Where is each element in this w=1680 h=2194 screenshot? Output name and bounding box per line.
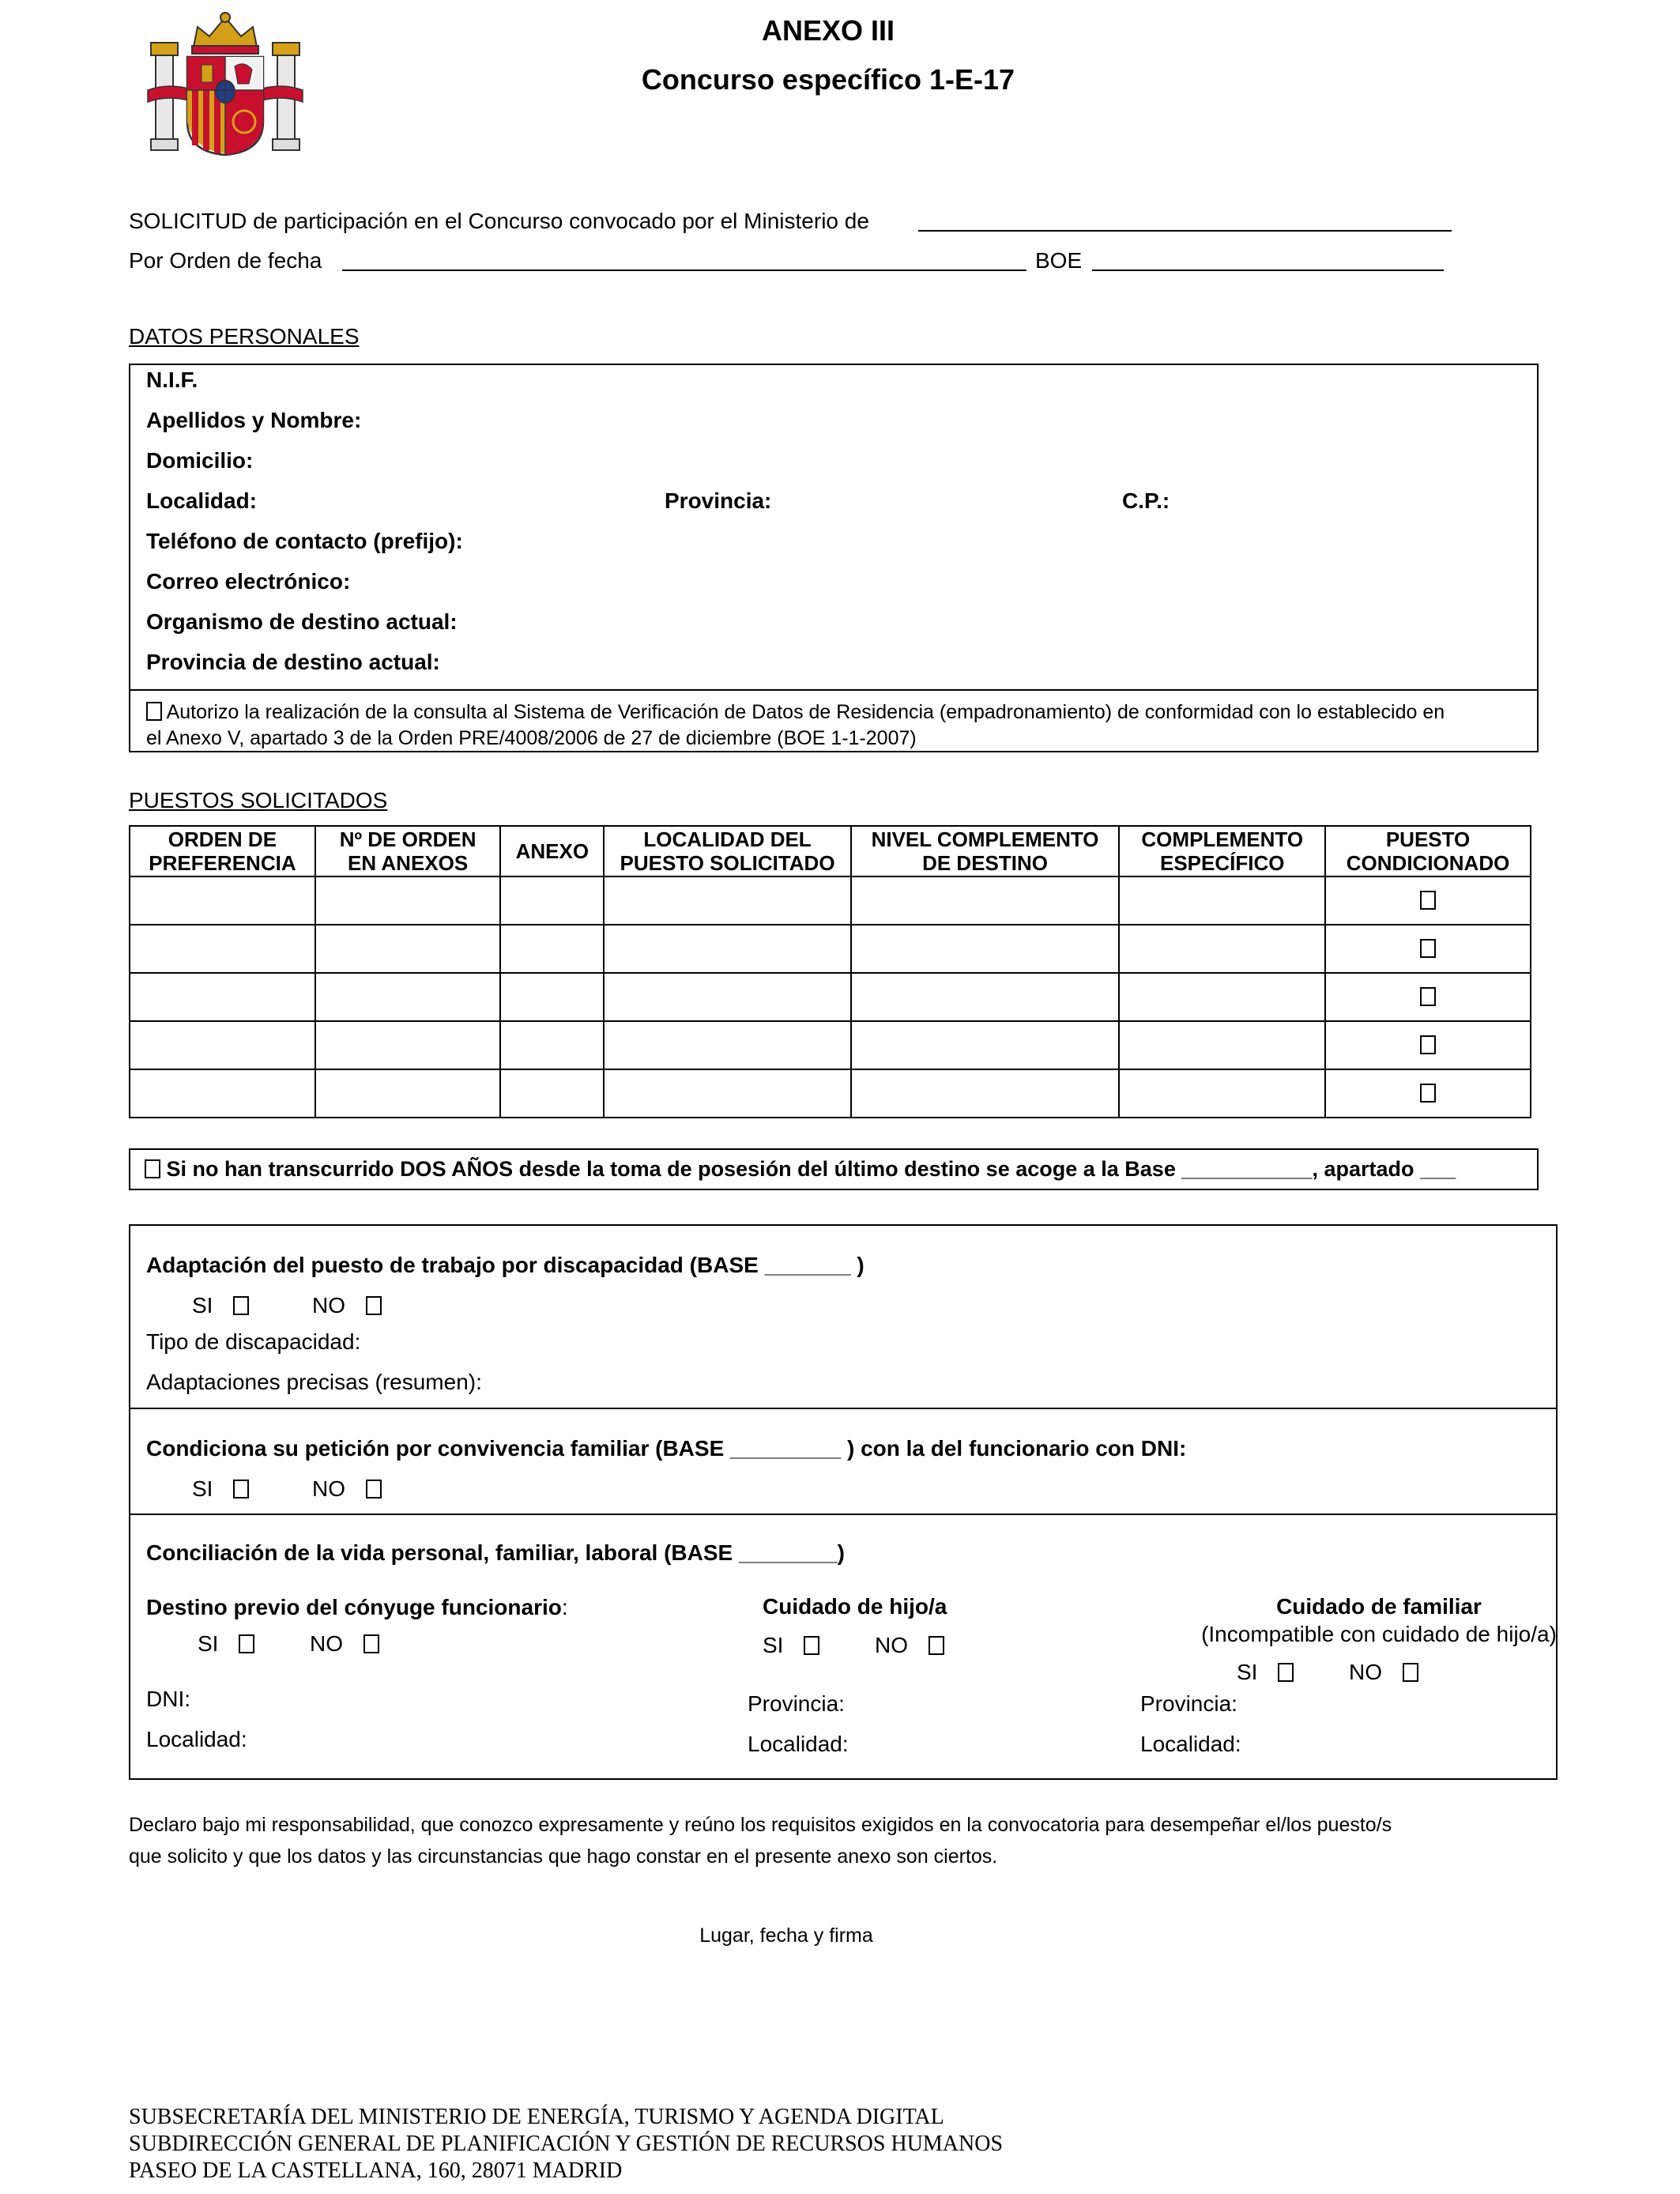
cell-input[interactable] <box>500 1021 604 1069</box>
boe-blank[interactable] <box>1092 270 1444 271</box>
familiar-si-checkbox[interactable] <box>1278 1663 1294 1682</box>
familiar-note: (Incompatible con cuidado de hijo/a) <box>1201 1622 1557 1646</box>
cell-input[interactable] <box>604 1021 850 1069</box>
lugar-fecha-firma: Lugar, fecha y firma <box>699 1924 873 1947</box>
telefono-label: Teléfono de contacto (prefijo): <box>146 529 463 553</box>
cell-input[interactable] <box>130 973 315 1021</box>
hijo-provincia-label: Provincia: <box>748 1691 845 1716</box>
conyuge-dni-label: DNI: <box>146 1687 190 1711</box>
divider-2 <box>130 1514 1556 1515</box>
cell-input[interactable] <box>604 1069 850 1118</box>
cell-input[interactable] <box>1119 973 1325 1021</box>
orden-fecha-blank[interactable] <box>342 270 1026 271</box>
conyuge-no-checkbox[interactable] <box>363 1634 379 1653</box>
autorizo-text-1: Autorizo la realización de la consulta al Sistema de Verificación de Datos de Residencia (empadronamiento) de conformidad con lo establecido en <box>166 701 1445 723</box>
convivencia-no-checkbox[interactable] <box>366 1480 382 1498</box>
col-anexo: ANEXO <box>500 826 604 876</box>
puestos-header-row <box>130 826 1531 876</box>
annex-title: ANEXO III <box>761 14 895 47</box>
col-numero-orden: Nº DE ORDEN EN ANEXOS <box>315 826 501 876</box>
cell-input[interactable] <box>500 925 604 973</box>
footer-line-1: SUBSECRETARÍA DEL MINISTERIO DE ENERGÍA, TURISMO Y AGENDA DIGITAL <box>129 2105 944 2129</box>
familiar-title: Cuidado de familiar <box>1276 1594 1482 1619</box>
cell-input[interactable] <box>130 1021 315 1069</box>
request-text-ministerio: SOLICITUD de participación en el Concurso convocado por el Ministerio de <box>129 209 869 233</box>
familiar-localidad-label: Localidad: <box>1140 1732 1241 1756</box>
cell-input[interactable] <box>130 1069 315 1118</box>
conyuge-title-text: Destino previo del cónyuge funcionario <box>146 1595 562 1619</box>
organismo-label: Organismo de destino actual: <box>146 609 458 634</box>
conyuge-localidad-label: Localidad: <box>146 1727 247 1751</box>
dos-anos-line <box>145 1157 1456 1182</box>
declaracion-line-2: que solicito y que los datos y las circunstancias que hago constar en el presente anexo son ciertos. <box>129 1845 998 1868</box>
conyuge-no-label: NO <box>310 1631 344 1656</box>
discapacidad-title: Adaptación del puesto de trabajo por discapacidad (BASE _______ ) <box>146 1253 864 1277</box>
autorizo-line-1 <box>146 699 1445 726</box>
discapacidad-no-label: NO <box>312 1293 346 1318</box>
localidad-label: Localidad: <box>146 488 258 513</box>
col-complemento-especifico: COMPLEMENTO ESPECÍFICO <box>1119 826 1325 876</box>
familiar-no-label: NO <box>1349 1660 1383 1684</box>
hijo-localidad-label: Localidad: <box>748 1732 849 1756</box>
cell-input[interactable] <box>1119 876 1325 925</box>
condicionado-cell <box>1325 973 1531 1021</box>
hijo-si-label: SI <box>763 1633 784 1657</box>
conciliacion-title: Conciliación de la vida personal, familiar, laboral (BASE ________) <box>146 1540 845 1565</box>
cell-input[interactable] <box>1119 1021 1325 1069</box>
cell-input[interactable] <box>1119 925 1325 973</box>
convivencia-no-label: NO <box>312 1476 346 1501</box>
request-orden-label: Por Orden de fecha <box>129 248 322 273</box>
familiar-no-checkbox[interactable] <box>1403 1663 1418 1682</box>
cell-input[interactable] <box>851 1069 1120 1118</box>
table-row <box>130 1021 1531 1069</box>
discapacidad-no-checkbox[interactable] <box>366 1296 382 1315</box>
conyuge-si-checkbox[interactable] <box>239 1634 254 1653</box>
cp-label: C.P.: <box>1122 488 1170 513</box>
cell-input[interactable] <box>500 1069 604 1118</box>
condicionado-checkbox[interactable] <box>1420 939 1436 958</box>
discapacidad-si-no <box>192 1292 382 1319</box>
autorizo-text-2: el Anexo V, apartado 3 de la Orden PRE/4008/2006 de 27 de diciembre (BOE 1-1-2007) <box>146 727 917 749</box>
dos-anos-emph: DOS AÑOS <box>400 1157 514 1181</box>
table-row <box>130 876 1531 925</box>
apellidos-label: Apellidos y Nombre: <box>146 408 362 432</box>
dos-anos-prefix: Si no han transcurrido <box>166 1157 401 1181</box>
request-line-1 <box>129 208 869 235</box>
tipo-discapacidad-label: Tipo de discapacidad: <box>146 1329 361 1354</box>
condicionado-cell <box>1325 1021 1531 1069</box>
table-row <box>130 1069 1531 1118</box>
col-nivel-complemento: NIVEL COMPLEMENTO DE DESTINO <box>851 826 1120 876</box>
convivencia-title: Condiciona su petición por convivencia familiar (BASE _________ ) con la del funcionario con DNI: <box>146 1436 1187 1461</box>
cell-input[interactable] <box>604 973 850 1021</box>
divider-1 <box>130 1408 1556 1409</box>
nif-label: N.I.F. <box>146 368 198 392</box>
personal-section-title: DATOS PERSONALES <box>129 324 360 349</box>
familiar-si-label: SI <box>1237 1660 1258 1684</box>
hijo-si-no <box>763 1632 944 1659</box>
cell-input[interactable] <box>500 973 604 1021</box>
convivencia-si-checkbox[interactable] <box>233 1480 249 1498</box>
cell-input[interactable] <box>315 876 501 925</box>
cell-input[interactable] <box>130 925 315 973</box>
condicionado-cell <box>1325 1069 1531 1118</box>
declaracion-line-1: Declaro bajo mi responsabilidad, que conozco expresamente y reúno los requisitos exigidos en la convocatoria para desempeñar el/los puesto/s <box>129 1814 1392 1836</box>
condicionado-checkbox[interactable] <box>1420 1035 1436 1054</box>
cell-input[interactable] <box>604 925 850 973</box>
ministerio-blank[interactable] <box>918 230 1452 232</box>
cell-input[interactable] <box>315 1069 501 1118</box>
col-localidad: LOCALIDAD DEL PUESTO SOLICITADO <box>604 826 850 876</box>
adaptaciones-label: Adaptaciones precisas (resumen): <box>146 1370 482 1394</box>
personal-divider <box>130 689 1537 691</box>
conyuge-si-no <box>198 1630 379 1657</box>
domicilio-label: Domicilio: <box>146 448 254 473</box>
condicionado-cell <box>1325 876 1531 925</box>
condicionado-cell <box>1325 925 1531 973</box>
cell-input[interactable] <box>1119 1069 1325 1118</box>
familiar-si-no <box>1237 1659 1418 1686</box>
cell-input[interactable] <box>851 973 1120 1021</box>
hijo-title: Cuidado de hijo/a <box>763 1594 947 1619</box>
cell-input[interactable] <box>315 925 501 973</box>
condicionado-checkbox[interactable] <box>1420 891 1436 910</box>
cell-input[interactable] <box>851 876 1120 925</box>
table-row <box>130 925 1531 973</box>
col-puesto-condicionado: PUESTO CONDICIONADO <box>1325 826 1531 876</box>
contest-title: Concurso específico 1-E-17 <box>641 63 1015 96</box>
conyuge-si-label: SI <box>198 1631 219 1656</box>
conyuge-title <box>146 1594 568 1621</box>
cell-input[interactable] <box>500 876 604 925</box>
cell-input[interactable] <box>315 1021 501 1069</box>
provincia-label: Provincia: <box>665 488 772 513</box>
col-orden-preferencia: ORDEN DE PREFERENCIA <box>130 826 315 876</box>
autorizo-checkbox[interactable] <box>146 702 162 721</box>
hijo-no-label: NO <box>875 1633 909 1657</box>
dos-anos-suffix: desde la toma de posesión del último destino se acoge a la Base ___________, apartado ___ <box>513 1157 1456 1181</box>
puestos-table <box>129 825 1531 1118</box>
cell-input[interactable] <box>315 973 501 1021</box>
footer-line-3: PASEO DE LA CASTELLANA, 160, 28071 MADRID <box>129 2158 623 2183</box>
provincia-destino-label: Provincia de destino actual: <box>146 650 440 674</box>
circunstancias-box <box>129 1224 1558 1780</box>
footer-line-2: SUBDIRECCIÓN GENERAL DE PLANIFICACIÓN Y GESTIÓN DE RECURSOS HUMANOS <box>129 2132 1004 2156</box>
condicionado-checkbox[interactable] <box>1420 987 1436 1006</box>
dos-anos-box <box>129 1148 1539 1190</box>
discapacidad-si-checkbox[interactable] <box>233 1296 249 1315</box>
hijo-si-checkbox[interactable] <box>804 1636 819 1655</box>
table-row <box>130 973 1531 1021</box>
condicionado-checkbox[interactable] <box>1420 1084 1436 1103</box>
dos-anos-checkbox[interactable] <box>145 1159 160 1178</box>
conyuge-colon: : <box>561 1595 568 1619</box>
request-boe-label: BOE <box>1035 248 1083 273</box>
hijo-no-checkbox[interactable] <box>929 1636 944 1655</box>
cell-input[interactable] <box>130 876 315 925</box>
puestos-section-title: PUESTOS SOLICITADOS <box>129 788 388 812</box>
discapacidad-si-label: SI <box>192 1293 213 1318</box>
cell-input[interactable] <box>851 1021 1120 1069</box>
familiar-provincia-label: Provincia: <box>1140 1691 1237 1716</box>
personal-data-box <box>129 364 1539 752</box>
cell-input[interactable] <box>604 876 850 925</box>
convivencia-si-no <box>192 1476 382 1502</box>
cell-input[interactable] <box>851 925 1120 973</box>
correo-label: Correo electrónico: <box>146 569 351 594</box>
convivencia-si-label: SI <box>192 1476 213 1501</box>
